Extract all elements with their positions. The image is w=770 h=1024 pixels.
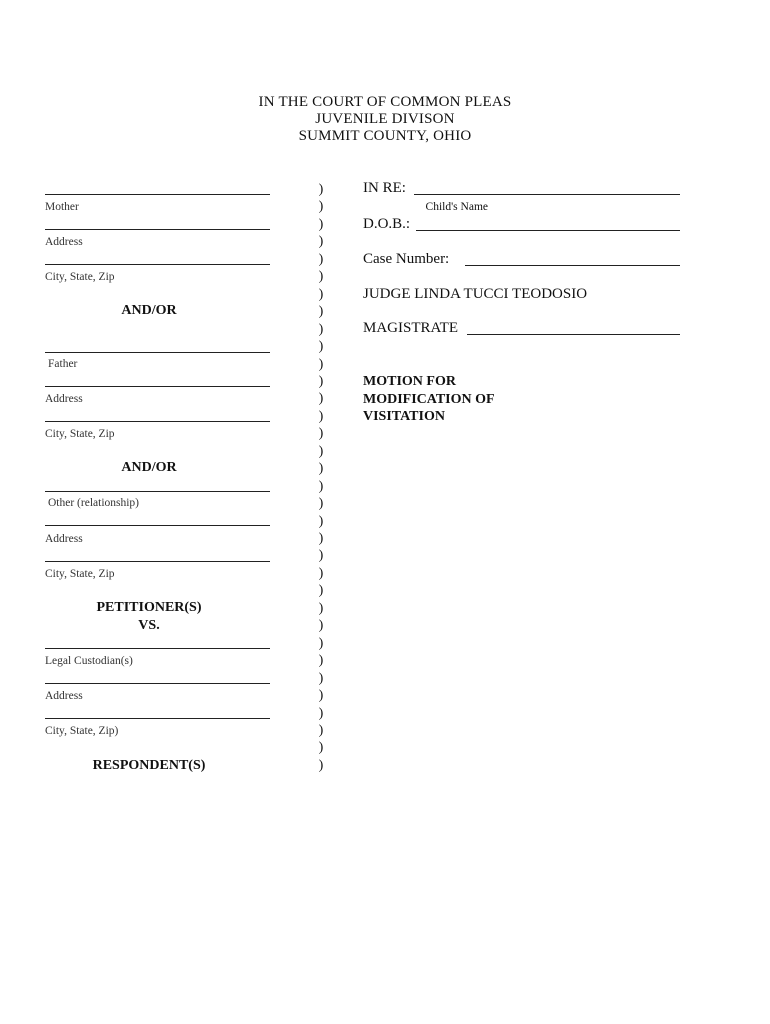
father-address-label: Address <box>45 393 83 405</box>
divider-paren: ) <box>318 443 324 459</box>
divider-paren: ) <box>318 565 324 581</box>
divider-paren: ) <box>318 199 324 215</box>
respondents-label: RESPONDENT(S) <box>92 758 206 773</box>
divider-paren: ) <box>318 600 324 616</box>
divider-paren: ) <box>318 356 324 372</box>
divider-paren: ) <box>318 286 324 302</box>
in-re-label: IN RE: <box>363 180 406 196</box>
custodian-city-line[interactable] <box>45 718 270 719</box>
custodian-address-line[interactable] <box>45 683 270 684</box>
divider-paren: ) <box>318 705 324 721</box>
county-title: SUMMIT COUNTY, OHIO <box>298 128 472 144</box>
mother-city-line[interactable] <box>45 264 270 265</box>
petitioners-label: PETITIONER(S) <box>96 600 202 615</box>
mother-city-label: City, State, Zip <box>45 271 115 283</box>
divider-paren: ) <box>318 688 324 704</box>
father-label: Father <box>48 358 78 370</box>
custodian-address-label: Address <box>45 690 83 702</box>
other-name-line[interactable] <box>45 491 270 492</box>
divider-paren: ) <box>318 583 324 599</box>
divider-paren: ) <box>318 670 324 686</box>
other-city-label: City, State, Zip <box>45 568 115 580</box>
dob-line[interactable] <box>416 230 680 231</box>
judge-label: JUDGE LINDA TUCCI TEODOSIO <box>363 286 588 302</box>
father-city-label: City, State, Zip <box>45 428 115 440</box>
divider-paren: ) <box>318 722 324 738</box>
divider-paren: ) <box>318 618 324 634</box>
divider-paren: ) <box>318 321 324 337</box>
division-title: JUVENILE DIVISON <box>315 111 455 127</box>
magistrate-label: MAGISTRATE <box>363 320 459 336</box>
other-address-line[interactable] <box>45 525 270 526</box>
motion-title <box>363 373 495 426</box>
divider-paren: ) <box>318 216 324 232</box>
case-number-line[interactable] <box>465 265 680 266</box>
divider-paren: ) <box>318 234 324 250</box>
divider-paren: ) <box>318 461 324 477</box>
father-address-line[interactable] <box>45 386 270 387</box>
divider-paren: ) <box>318 513 324 529</box>
and-or-label-1: AND/OR <box>121 303 177 318</box>
divider-paren: ) <box>318 757 324 773</box>
mother-address-label: Address <box>45 236 83 248</box>
divider-paren: ) <box>318 653 324 669</box>
divider-paren: ) <box>318 182 324 197</box>
other-city-line[interactable] <box>45 561 270 562</box>
magistrate-line[interactable] <box>467 334 680 335</box>
father-name-line[interactable] <box>45 352 270 353</box>
divider-paren: ) <box>318 478 324 494</box>
vs-label: VS. <box>138 618 160 633</box>
motion-title-line-1: MOTION FOR <box>363 374 456 389</box>
mother-label: Mother <box>45 201 79 213</box>
divider-paren: ) <box>318 251 324 267</box>
dob-label: D.O.B.: <box>363 216 411 232</box>
divider-paren: ) <box>318 635 324 651</box>
divider-paren: ) <box>318 373 324 389</box>
divider-paren: ) <box>318 339 324 355</box>
divider-paren: ) <box>318 548 324 564</box>
custodian-name-line[interactable] <box>45 648 270 649</box>
divider-paren: ) <box>318 426 324 442</box>
mother-name-line[interactable] <box>45 194 270 195</box>
other-address-label: Address <box>45 533 83 545</box>
divider-paren: ) <box>318 496 324 512</box>
childs-name-label: Child's Name <box>425 201 488 213</box>
divider-paren: ) <box>318 269 324 285</box>
divider-paren: ) <box>318 304 324 320</box>
case-number-label: Case Number: <box>363 251 450 267</box>
divider-paren: ) <box>318 531 324 546</box>
motion-title-line-3: VISITATION <box>363 409 445 424</box>
divider-paren: ) <box>318 740 324 756</box>
divider-paren: ) <box>318 391 324 407</box>
divider-paren: ) <box>318 408 324 424</box>
custodian-city-label: City, State, Zip) <box>45 725 119 737</box>
court-title: IN THE COURT OF COMMON PLEAS <box>258 94 512 110</box>
motion-title-line-2: MODIFICATION OF <box>363 391 495 407</box>
other-relationship-label: Other (relationship) <box>48 497 140 509</box>
father-city-line[interactable] <box>45 421 270 422</box>
and-or-label-2: AND/OR <box>121 460 177 475</box>
legal-custodian-label: Legal Custodian(s) <box>45 655 133 667</box>
child-name-line[interactable] <box>414 194 680 195</box>
mother-address-line[interactable] <box>45 229 270 230</box>
